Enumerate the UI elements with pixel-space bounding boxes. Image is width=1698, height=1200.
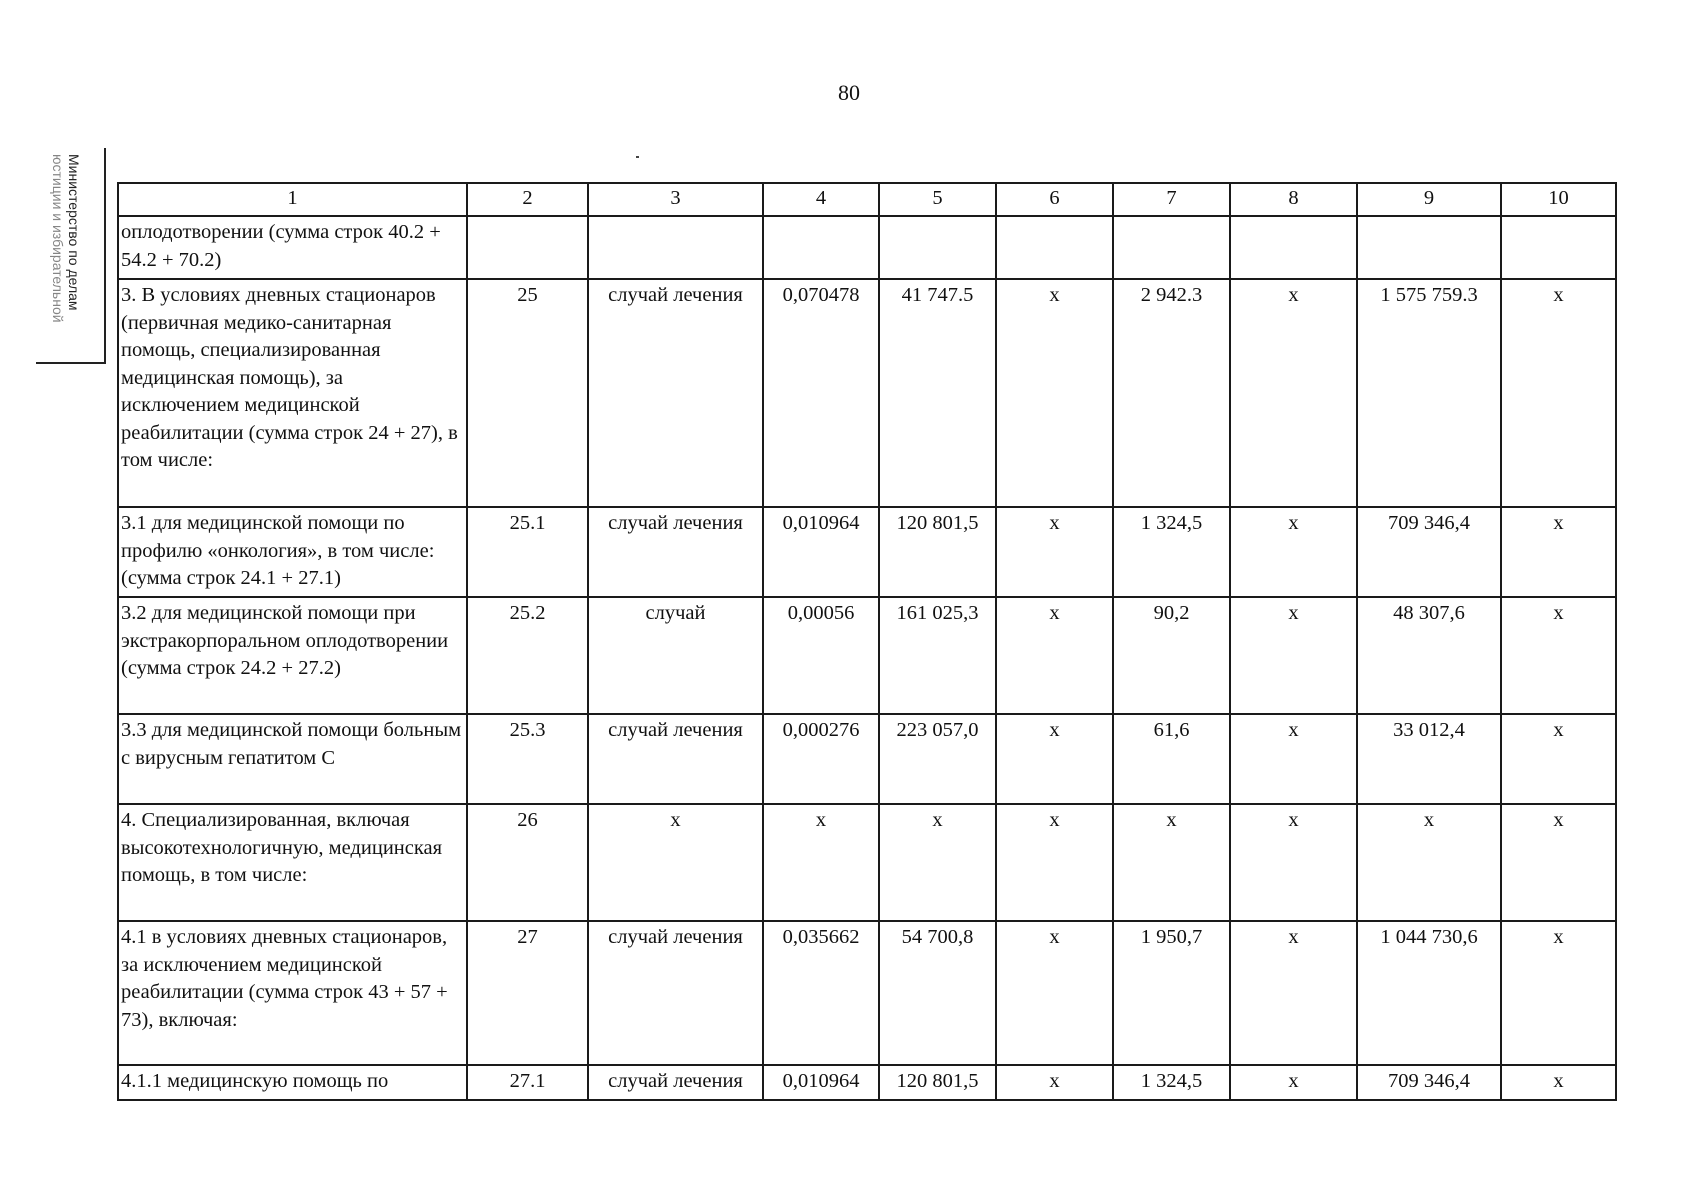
table-cell: х — [1357, 804, 1501, 921]
table-cell: х — [996, 1065, 1113, 1100]
table-cell: х — [1230, 1065, 1357, 1100]
column-header: 1 — [118, 183, 467, 216]
table-row — [118, 507, 1616, 597]
table-cell: 1 950,7 — [1113, 921, 1230, 1065]
stamp-line-1: Министерство по делам — [66, 154, 82, 311]
table-cell: х — [1230, 279, 1357, 507]
column-header: 4 — [763, 183, 879, 216]
table-cell — [1357, 216, 1501, 279]
scan-speck — [636, 156, 639, 158]
column-header: 10 — [1501, 183, 1616, 216]
table-cell: 1 575 759.3 — [1357, 279, 1501, 507]
page-number: 80 — [838, 80, 860, 105]
table-row — [118, 804, 1616, 921]
table-cell: 33 012,4 — [1357, 714, 1501, 804]
table-cell: 54 700,8 — [879, 921, 996, 1065]
table-cell: 709 346,4 — [1357, 1065, 1501, 1100]
table-cell: х — [1501, 714, 1616, 804]
table-cell: х — [1230, 714, 1357, 804]
stamp-text — [50, 154, 82, 323]
table-cell: х — [996, 507, 1113, 597]
table-cell: х — [1501, 279, 1616, 507]
registration-stamp — [36, 148, 106, 364]
table-cell: 709 346,4 — [1357, 507, 1501, 597]
table-cell: х — [996, 804, 1113, 921]
table-cell: х — [879, 804, 996, 921]
table-cell: 27 — [467, 921, 588, 1065]
table-cell: 26 — [467, 804, 588, 921]
table-body — [118, 183, 1616, 1100]
table-cell: 1 324,5 — [1113, 1065, 1230, 1100]
table-row — [118, 714, 1616, 804]
table-cell: х — [763, 804, 879, 921]
table-row — [118, 597, 1616, 714]
table-cell: 61,6 — [1113, 714, 1230, 804]
table-cell — [763, 216, 879, 279]
table-cell: 120 801,5 — [879, 507, 996, 597]
table-cell: случай лечения — [588, 279, 763, 507]
row-description-cell: 4.1.1 медицинскую помощь по — [118, 1065, 467, 1100]
table-cell: 27.1 — [467, 1065, 588, 1100]
column-header: 8 — [1230, 183, 1357, 216]
column-header: 2 — [467, 183, 588, 216]
table-cell: 120 801,5 — [879, 1065, 996, 1100]
table-cell: х — [1501, 1065, 1616, 1100]
table-cell: 90,2 — [1113, 597, 1230, 714]
table-cell: 0,035662 — [763, 921, 879, 1065]
table-cell: х — [1501, 507, 1616, 597]
table-cell: 41 747.5 — [879, 279, 996, 507]
table-cell: х — [1113, 804, 1230, 921]
table-cell — [588, 216, 763, 279]
table-row — [118, 279, 1616, 507]
table-cell: х — [1501, 597, 1616, 714]
table-cell: х — [996, 714, 1113, 804]
column-header: 3 — [588, 183, 763, 216]
table-cell: 25.1 — [467, 507, 588, 597]
table-cell: 0,000276 — [763, 714, 879, 804]
table-cell: х — [1501, 804, 1616, 921]
table-row — [118, 1065, 1616, 1100]
table-cell: х — [996, 279, 1113, 507]
table-cell: 0,00056 — [763, 597, 879, 714]
table-cell: х — [1501, 921, 1616, 1065]
table-cell: 48 307,6 — [1357, 597, 1501, 714]
table-cell: 223 057,0 — [879, 714, 996, 804]
table-cell: х — [1230, 507, 1357, 597]
table-cell: случай лечения — [588, 921, 763, 1065]
table-cell: 0,010964 — [763, 507, 879, 597]
table-cell: 25 — [467, 279, 588, 507]
row-description-cell: 4.1 в условиях дневных стационаров, за исключением медицинской реабилитации (сумма строк 43 + 57 + 73), включая: — [118, 921, 467, 1065]
data-table — [117, 182, 1617, 1101]
column-header: 5 — [879, 183, 996, 216]
row-description-cell: 3. В условиях дневных стационаров (первичная медико-санитарная помощь, специализированная медицинская помощь), за исключением медицинской реабилитации (сумма строк 24 + 27), в том числе: — [118, 279, 467, 507]
table-cell — [1113, 216, 1230, 279]
table-cell: х — [996, 597, 1113, 714]
table-cell: 0,070478 — [763, 279, 879, 507]
column-header: 9 — [1357, 183, 1501, 216]
table-cell: случай — [588, 597, 763, 714]
table-header-row — [118, 183, 1616, 216]
table-cell: х — [1230, 597, 1357, 714]
table-cell: 161 025,3 — [879, 597, 996, 714]
column-header: 7 — [1113, 183, 1230, 216]
table-cell: х — [996, 921, 1113, 1065]
stamp-line-2: юстиции и избирательной — [50, 154, 66, 323]
table-cell: 25.3 — [467, 714, 588, 804]
row-description-cell: 3.2 для медицинской помощи при экстракорпоральном оплодотворении (сумма строк 24.2 + 27.2) — [118, 597, 467, 714]
table-cell: случай лечения — [588, 714, 763, 804]
table-cell: случай лечения — [588, 1065, 763, 1100]
row-description-cell: 3.1 для медицинской помощи по профилю «онкология», в том числе: (сумма строк 24.1 + 27.1) — [118, 507, 467, 597]
table-cell: 1 044 730,6 — [1357, 921, 1501, 1065]
table-cell — [467, 216, 588, 279]
table-cell: х — [1230, 804, 1357, 921]
table-cell: случай лечения — [588, 507, 763, 597]
table-cell — [1501, 216, 1616, 279]
table-cell: 1 324,5 — [1113, 507, 1230, 597]
table-row — [118, 921, 1616, 1065]
table-cell: х — [588, 804, 763, 921]
table-cell: 25.2 — [467, 597, 588, 714]
row-description-cell: 3.3 для медицинской помощи больным с вирусным гепатитом С — [118, 714, 467, 804]
table-cell — [879, 216, 996, 279]
column-header: 6 — [996, 183, 1113, 216]
table-cell: х — [1230, 921, 1357, 1065]
row-description-cell: оплодотворении (сумма строк 40.2 + 54.2 + 70.2) — [118, 216, 467, 279]
table-cell: 2 942.3 — [1113, 279, 1230, 507]
table-row — [118, 216, 1616, 279]
table-cell: 0,010964 — [763, 1065, 879, 1100]
table-cell — [996, 216, 1113, 279]
row-description-cell: 4. Специализированная, включая высокотехнологичную, медицинская помощь, в том числе: — [118, 804, 467, 921]
table-cell — [1230, 216, 1357, 279]
